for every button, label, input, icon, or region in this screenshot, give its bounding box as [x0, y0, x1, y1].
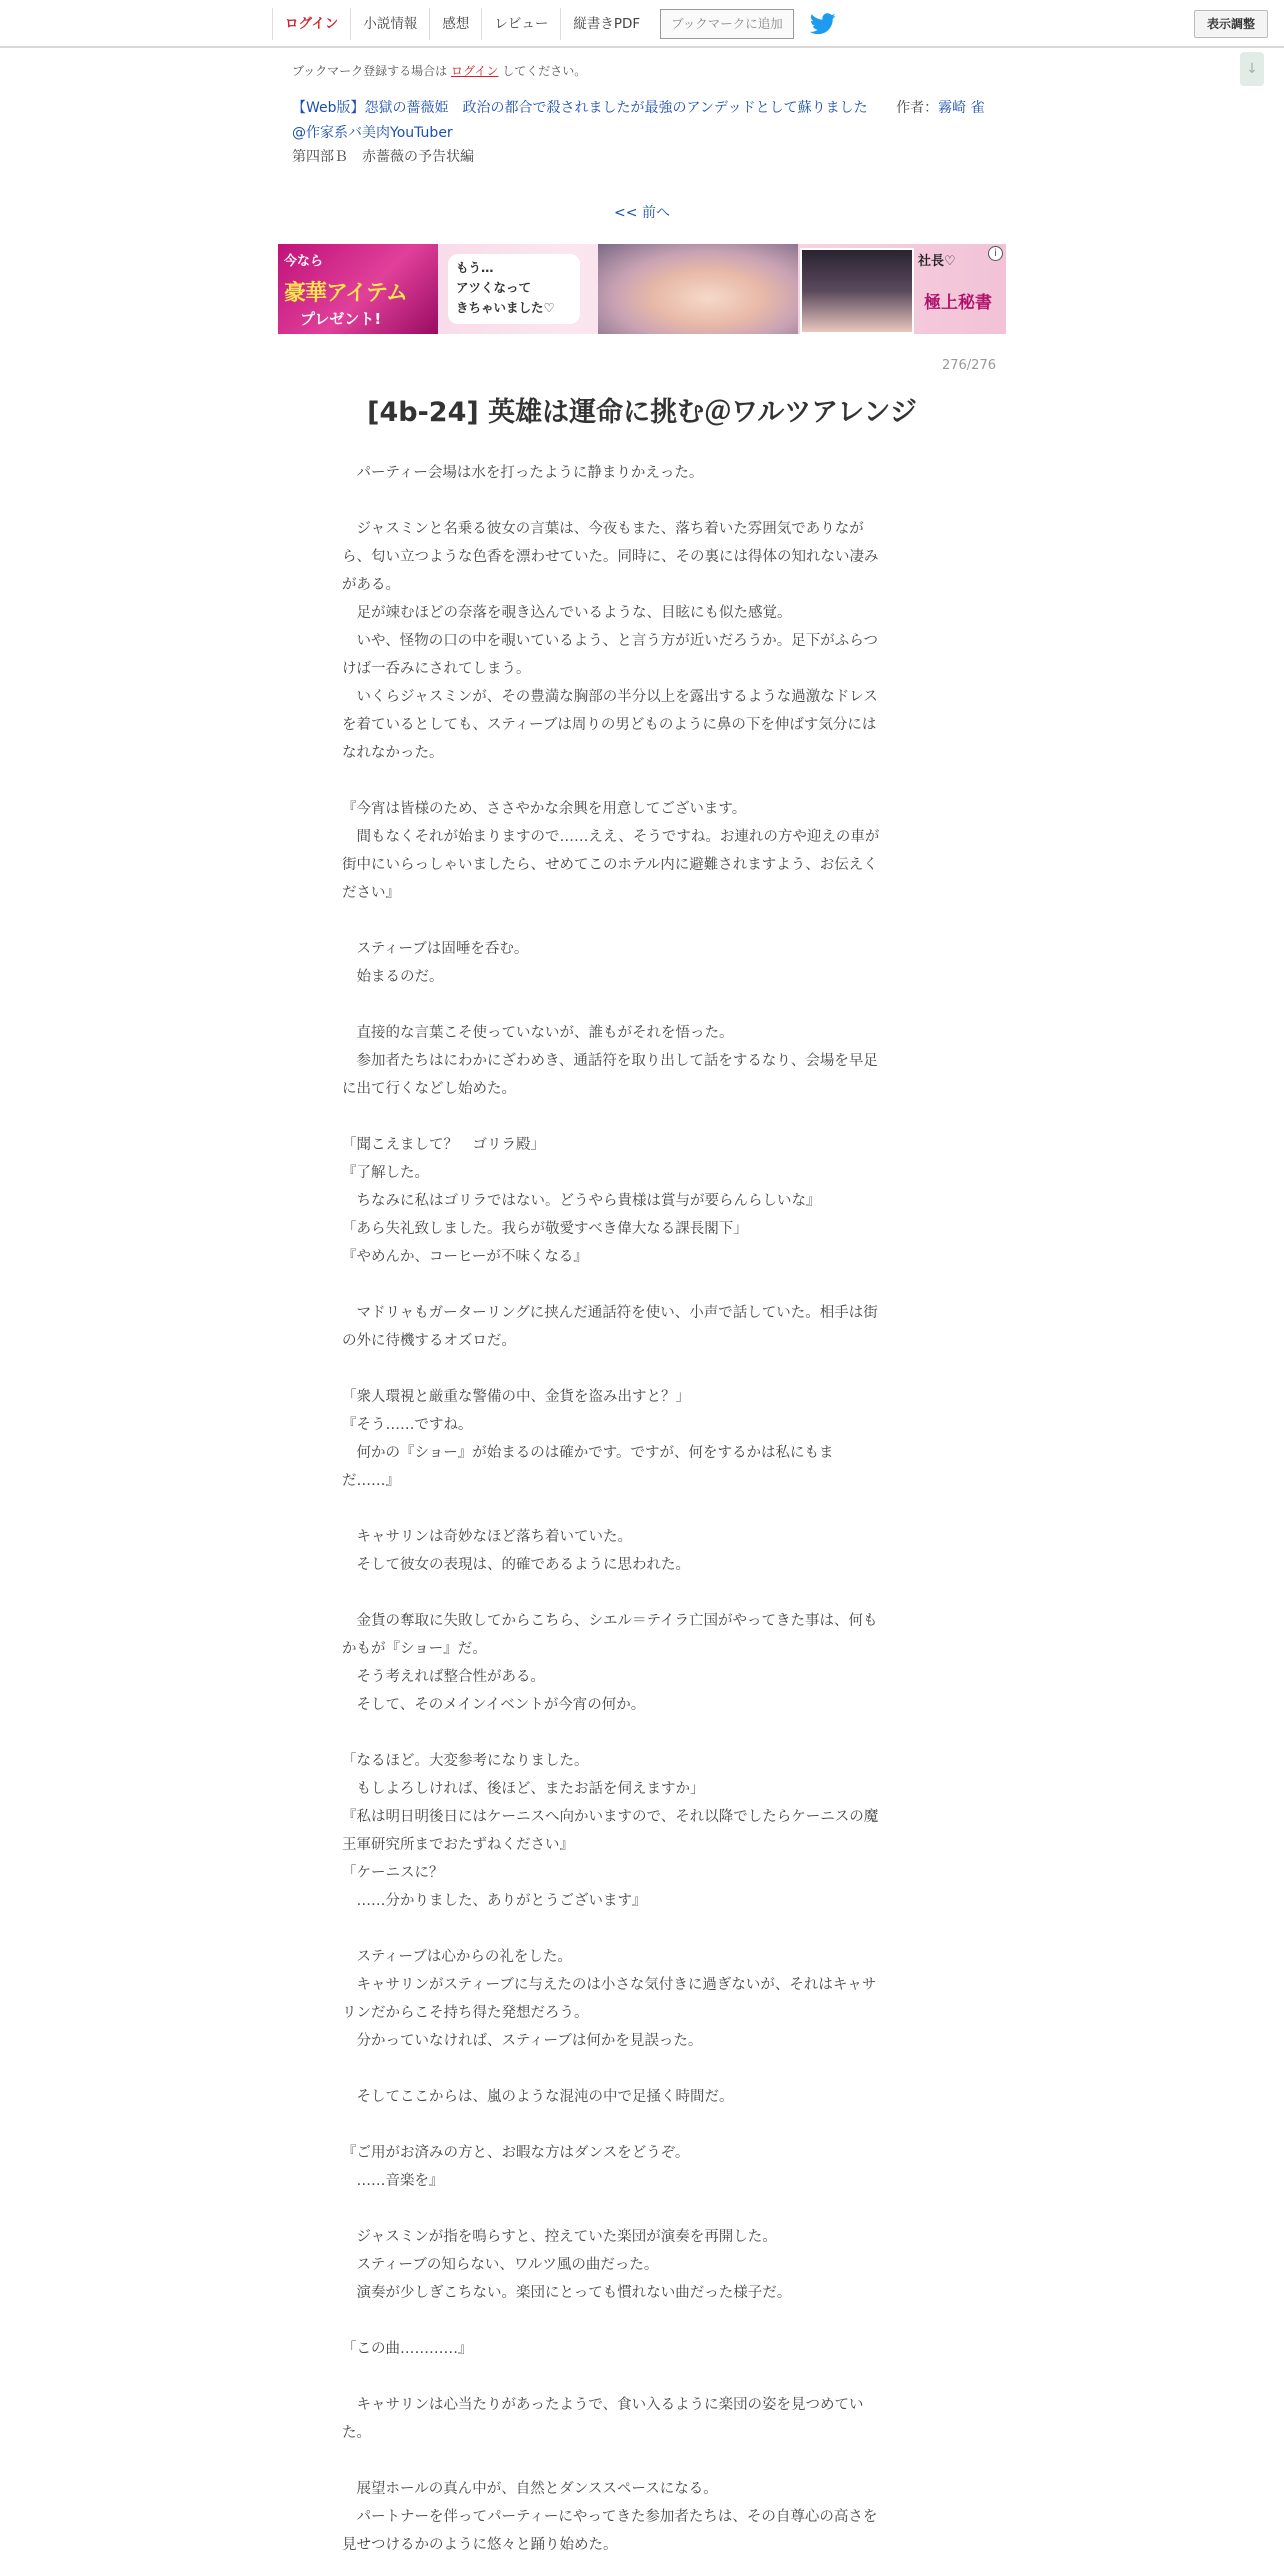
ad-speech-line: きちゃいました♡ — [456, 300, 555, 315]
body-line: ら、匂い立つような色香を漂わせていた。同時に、その裏には得体の知れない凄み — [342, 549, 879, 565]
author-subtitle-link[interactable]: @作家系バ美肉YouTuber — [292, 125, 453, 141]
nav-review-link[interactable]: レビュー — [481, 8, 560, 40]
ad-speech-line: アツくなって — [456, 280, 532, 295]
ad-promo-top: 今なら — [284, 254, 324, 269]
body-line: 見せつけるかのように悠々と踊り始めた。 — [342, 2537, 618, 2553]
body-line: 金貨の奪取に失敗してからこちら、シエル＝テイラ亡国がやってきた事は、何も — [342, 1613, 878, 1629]
body-line: スティーブは固唾を呑む。 — [342, 941, 529, 957]
body-line: の外に待機するオズロだ。 — [342, 1333, 516, 1349]
display-settings-button[interactable]: 表示調整 — [1194, 10, 1268, 38]
body-line: 「ケーニスに？ — [342, 1865, 444, 1881]
body-line: 「衆人環視と厳重な警備の中、金貨を盗み出すと？」 — [342, 1389, 690, 1405]
prev-episode-link-text[interactable]: << 前へ — [614, 205, 670, 221]
body-line: けば一呑みにされてしまう。 — [342, 661, 531, 677]
body-line: キャサリンは心当たりがあったようで、食い入るように楽団の姿を見つめてい — [342, 2397, 864, 2413]
body-line: かもが『ショー』だ。 — [342, 1641, 487, 1657]
scroll-down-button[interactable]: ↓ — [1240, 52, 1264, 86]
ad-info-icon[interactable]: i — [988, 246, 1003, 261]
body-line: 「なるほど。大変参考になりました。 — [342, 1753, 589, 1769]
body-line: いくらジャスミンが、その豊満な胸部の半分以上を露出するような過激なドレス — [342, 689, 878, 705]
twitter-icon[interactable] — [810, 13, 836, 35]
body-line: 展望ホールの真ん中が、自然とダンススペースになる。 — [342, 2481, 718, 2497]
body-line: パートナーを伴ってパーティーにやってきた参加者たちは、その自尊心の高さを — [342, 2509, 878, 2525]
bookmark-note-text: ブックマーク登録する場合は — [292, 64, 448, 78]
body-line — [342, 2307, 942, 2335]
site-header — [0, 0, 1284, 48]
body-line: 直接的な言葉こそ使っていないが、誰もがそれを悟った。 — [342, 1025, 734, 1041]
body-line: もしよろしければ、後ほど、またお話を伺えますか」 — [342, 1781, 705, 1797]
body-line — [342, 2111, 942, 2139]
ad-tagline: 社長♡ — [918, 254, 956, 269]
ad-promo-main: 豪華アイテム — [284, 281, 407, 306]
body-line — [342, 767, 942, 795]
nav-login-link[interactable]: ログイン — [272, 8, 350, 40]
chapter-name: 第四部Ｂ 赤薔薇の予告状編 — [292, 149, 474, 165]
nav-impressions-link[interactable]: 感想 — [429, 8, 481, 40]
body-line — [342, 1719, 942, 1747]
bookmark-login-note — [292, 62, 586, 79]
body-line: スティーブの知らない、ワルツ風の曲だった。 — [342, 2257, 659, 2273]
body-line: キャサリンは奇妙なほど落ち着いていた。 — [342, 1529, 632, 1545]
body-line: 「この曲…………』 — [342, 2341, 473, 2357]
body-line: を着ているとしても、スティーブは周りの男どものように鼻の下を伸ばす気分には — [342, 717, 877, 733]
body-line: 『ご用がお済みの方と、お暇な方はダンスをどうぞ。 — [342, 2145, 690, 2161]
novel-header — [292, 96, 1012, 146]
body-line: ……音楽を』 — [342, 2173, 444, 2189]
body-line — [342, 2363, 942, 2391]
body-line — [342, 1495, 942, 1523]
body-line: に出て行くなどし始めた。 — [342, 1081, 516, 1097]
nav-vertical-pdf-link[interactable]: 縦書きPDF — [560, 8, 652, 40]
body-line: そしてここからは、嵐のような混沌の中で足掻く時間だ。 — [342, 2089, 734, 2105]
novel-title-link[interactable]: 【Web版】怨獄の薔薇姫 政治の都合で殺されましたが最強のアンデッドとして蘇りました — [292, 100, 868, 116]
body-line — [342, 2447, 942, 2475]
bookmark-note-login-link[interactable]: ログイン — [451, 64, 499, 78]
body-line: 『了解した。 — [342, 1165, 429, 1181]
author-label: 作者： — [896, 100, 939, 116]
body-line: 『やめんか、コーヒーが不味くなる』 — [342, 1249, 588, 1265]
body-line: そう考えれば整合性がある。 — [342, 1669, 545, 1685]
body-line: 『私は明日明後日にはケーニスへ向かいますので、それ以降でしたらケーニスの魔 — [342, 1809, 879, 1825]
body-line: 間もなくそれが始まりますので……ええ、そうですね。お連れの方や迎えの車が — [342, 829, 880, 845]
body-line — [342, 1271, 942, 1299]
body-line — [342, 2055, 942, 2083]
body-line — [342, 1915, 942, 1943]
body-line: 何かの『ショー』が始まるのは確かです。ですが、何をするかは私にもま — [342, 1445, 834, 1461]
body-line: 「あら失礼致しました。我らが敬愛すべき偉大なる課長閣下」 — [342, 1221, 748, 1237]
episode-counter: 276/276 — [941, 358, 996, 373]
body-line: ちなみに私はゴリラではない。どうやら貴様は賞与が要らんらしいな』 — [342, 1193, 821, 1209]
body-line: そして、そのメインイベントが今宵の何か。 — [342, 1697, 646, 1713]
body-line: ださい』 — [342, 885, 400, 901]
body-line: そして彼女の表現は、的確であるように思われた。 — [342, 1557, 690, 1573]
body-line: 始まるのだ。 — [342, 969, 444, 985]
prev-episode-link — [0, 202, 1284, 222]
body-line: 参加者たちはにわかにざわめき、通話符を取り出して話をするなり、会場を早足 — [342, 1053, 878, 1069]
ad-speech-line: もう… — [456, 260, 494, 275]
body-line — [342, 1103, 942, 1131]
body-line: リンだからこそ持ち得た発想だろう。 — [342, 2005, 589, 2021]
bookmark-note-text-end: してください。 — [502, 64, 587, 78]
body-line: マドリャもガーターリングに挟んだ通話符を使い、小声で話していた。相手は街 — [342, 1305, 878, 1321]
body-line — [342, 487, 942, 515]
body-line: ……分かりました、ありがとうございます』 — [342, 1893, 647, 1909]
ad-illustration — [598, 244, 798, 334]
body-line — [342, 907, 942, 935]
ad-speech-bubble — [448, 254, 580, 324]
body-line — [342, 991, 942, 1019]
body-line: 分かっていなければ、スティーブは何かを見誤った。 — [342, 2033, 703, 2049]
body-line: 「聞こえまして？ ゴリラ殿」 — [342, 1137, 545, 1153]
ad-logo: 極上秘書 — [924, 293, 992, 313]
body-line: 『そう……ですね。 — [342, 1417, 473, 1433]
author-link[interactable]: 霧崎 雀 — [938, 100, 985, 116]
body-line: いや、怪物の口の中を覗いているよう、と言う方が近いだろうか。足下がふらつ — [342, 633, 879, 649]
body-line: ジャスミンが指を鳴らすと、控えていた楽団が演奏を再開した。 — [342, 2229, 777, 2245]
body-line: 王軍研究所までおたずねください』 — [342, 1837, 574, 1853]
add-bookmark-button[interactable]: ブックマークに追加 — [660, 9, 794, 39]
main-nav — [272, 8, 836, 40]
body-line: だ……』 — [342, 1473, 400, 1489]
episode-title: [4b-24] 英雄は運命に挑む＠ワルツアレンジ — [367, 397, 917, 428]
body-line — [342, 2195, 942, 2223]
body-line: ジャスミンと名乗る彼女の言葉は、今夜もまた、落ち着いた雰囲気でありなが — [342, 521, 864, 537]
body-line: 街中にいらっしゃいましたら、せめてこのホテル内に避難されますよう、お伝えく — [342, 857, 878, 873]
body-line: なれなかった。 — [342, 745, 444, 761]
ad-promo-panel — [278, 244, 438, 334]
ad-character-portrait — [800, 248, 914, 334]
nav-novel-info-link[interactable]: 小説情報 — [350, 8, 429, 40]
body-line: パーティー会場は水を打ったように静まりかえった。 — [342, 465, 704, 481]
ad-banner[interactable] — [278, 244, 1006, 334]
body-line: 『今宵は皆様のため、ささやかな余興を用意してございます。 — [342, 801, 747, 817]
body-line — [342, 1355, 942, 1383]
ad-promo-bottom: プレゼント! — [300, 310, 382, 328]
body-line — [342, 1579, 942, 1607]
body-line: キャサリンがスティーブに与えたのは小さな気付きに過ぎないが、それはキャサ — [342, 1977, 877, 1993]
body-line: た。 — [342, 2425, 371, 2441]
body-line: 足が竦むほどの奈落を覗き込んでいるような、目眩にも似た感覚。 — [342, 605, 792, 621]
body-line: スティーブは心からの礼をした。 — [342, 1949, 572, 1965]
body-line: がある。 — [342, 577, 400, 593]
episode-body — [342, 459, 942, 2559]
body-line: 演奏が少しぎこちない。楽団にとっても慣れない曲だった様子だ。 — [342, 2285, 792, 2301]
